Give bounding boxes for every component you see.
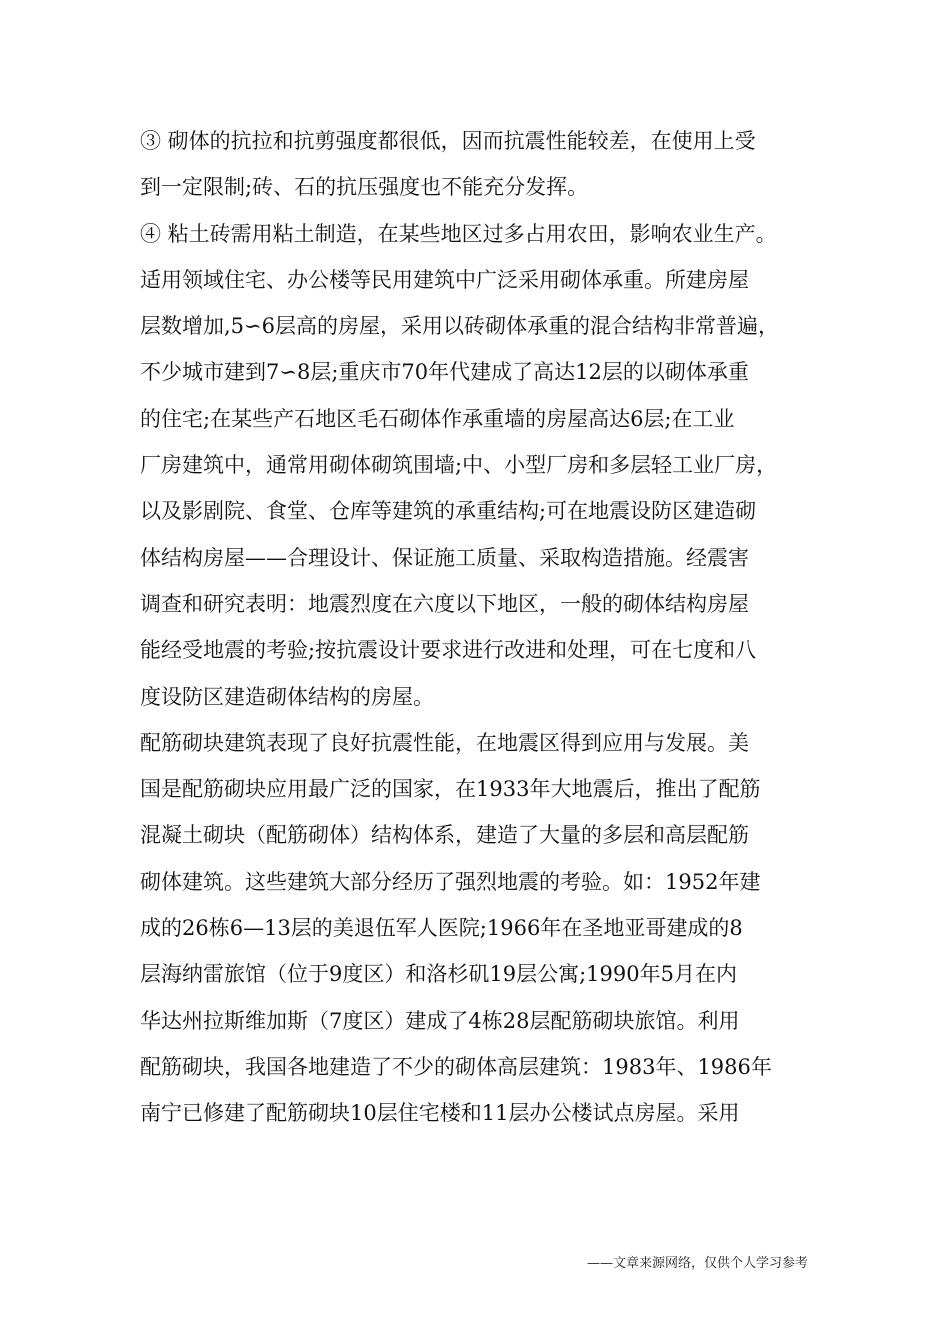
text-line-3: ④ 粘土砖需用粘土制造，在某些地区过多占用农田，影响农业生产。	[140, 221, 777, 246]
text-line-11: 调查和研究表明：地震烈度在六度以下地区，一般的砌体结构房屋	[140, 591, 749, 616]
text-line-13: 度设防区建造砌体结构的房屋。	[140, 684, 434, 709]
text-line-20: 华达州拉斯维加斯（7度区）建成了4栋28层配筋砌块旅馆。利用	[140, 1008, 740, 1033]
text-line-15: 国是配筋砌块应用最广泛的国家，在1933年大地震后，推出了配筋	[140, 777, 761, 802]
text-line-16: 混凝土砌块（配筋砌体）结构体系，建造了大量的多层和高层配筋	[140, 823, 749, 848]
text-line-14: 配筋砌块建筑表现了良好抗震性能，在地震区得到应用与发展。美	[140, 730, 749, 755]
text-line-22: 南宁已修建了配筋砌块10层住宅楼和11层办公楼试点房屋。采用	[140, 1101, 740, 1126]
body-text	[140, 118, 820, 1137]
text-line-8: 厂房建筑中，通常用砌体砌筑围墙;中、小型厂房和多层轻工业厂房，	[140, 453, 778, 478]
text-line-19: 层海纳雷旅馆（位于9度区）和洛杉矶19层公寓;1990年5月在内	[140, 962, 737, 987]
text-line-6: 不少城市建到7∽8层;重庆市70年代建成了高达12层的以砌体承重	[140, 360, 749, 385]
text-line-7: 的住宅;在某些产石地区毛石砌体作承重墙的房屋高达6层;在工业	[140, 406, 735, 431]
text-line-1: ③ 砌体的抗拉和抗剪强度都很低，因而抗震性能较差，在使用上受	[140, 129, 756, 153]
text-line-9: 以及影剧院、食堂、仓库等建筑的承重结构;可在地震设防区建造砌	[140, 499, 757, 524]
text-line-4: 适用领域住宅、办公楼等民用建筑中广泛采用砌体承重。所建房屋	[140, 267, 749, 292]
text-line-5: 层数增加,5∽6层高的房屋，采用以砖砌体承重的混合结构非常普遍，	[140, 314, 779, 339]
text-line-12: 能经受地震的考验;按抗震设计要求进行改进和处理，可在七度和八	[140, 638, 757, 663]
text-line-10: 体结构房屋——合理设计、保证施工质量、采取构造措施。经震害	[140, 545, 749, 570]
text-line-17: 砌体建筑。这些建筑大部分经历了强烈地震的考验。如：1952年建	[140, 869, 761, 894]
text-line-21: 配筋砌块，我国各地建造了不少的砌体高层建筑：1983年、1986年	[140, 1054, 772, 1079]
text-line-18: 成的26栋6—13层的美退伍军人医院;1966年在圣地亚哥建成的8	[140, 916, 743, 941]
footer-note: ——文章来源网络，仅供个人学习参考	[586, 1256, 808, 1271]
text-line-2: 到一定限制;砖、石的抗压强度也不能充分发挥。	[140, 175, 589, 200]
